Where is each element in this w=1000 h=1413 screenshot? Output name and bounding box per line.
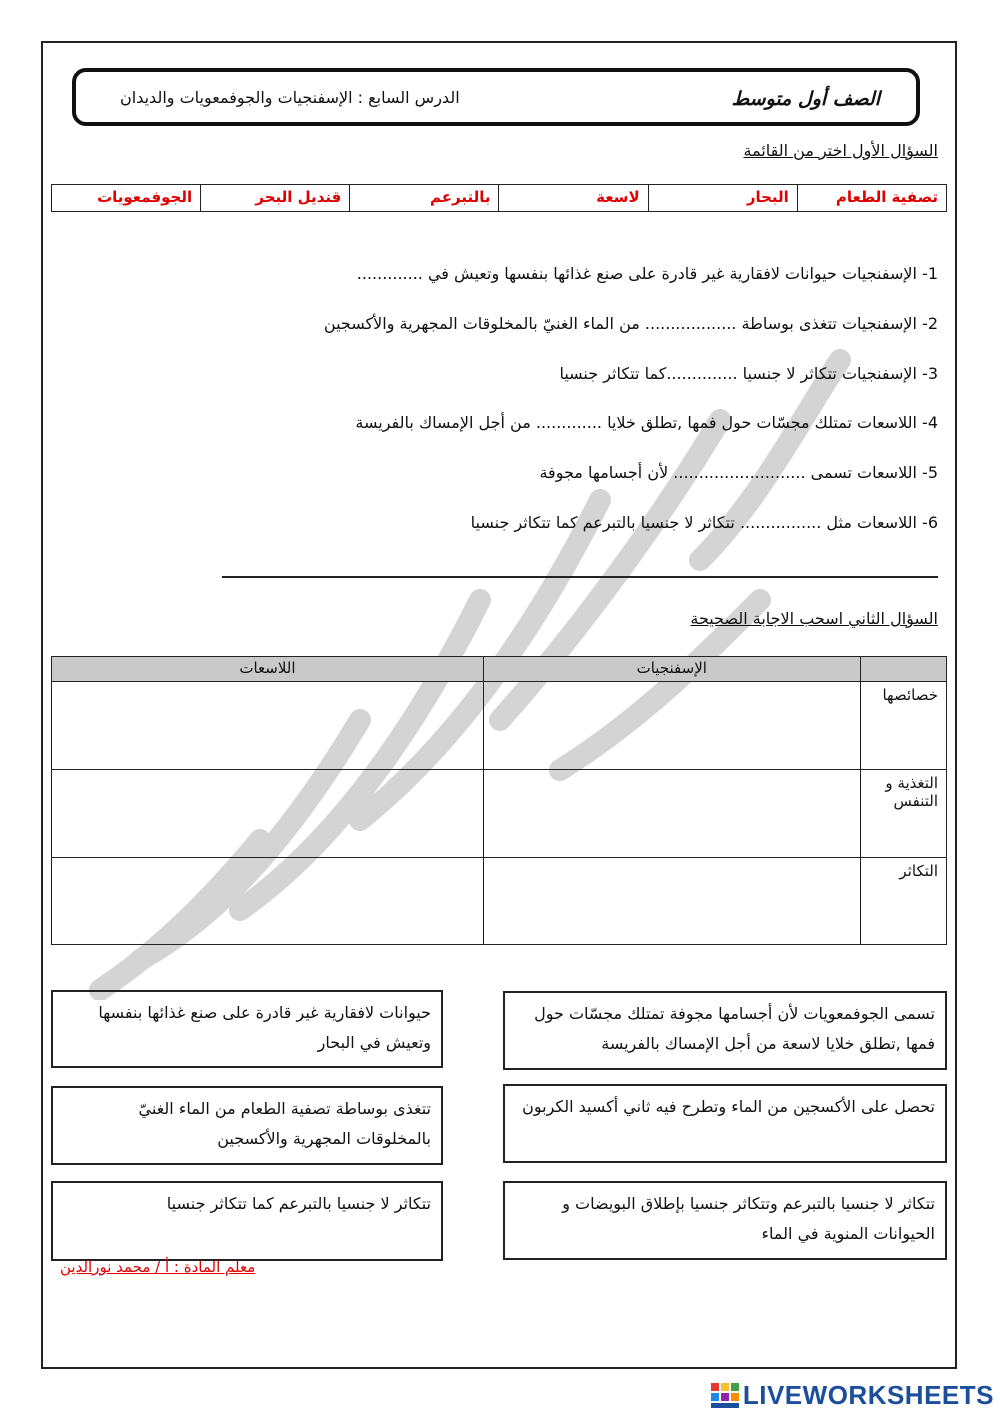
drag-card[interactable]: تحصل على الأكسجين من الماء وتطرح فيه ثاني أكسيد الكربون [503, 1084, 947, 1163]
word-bank-item[interactable]: تصفية الطعام [797, 185, 946, 211]
word-bank-item[interactable]: بالتبرعم [349, 185, 498, 211]
drag-card[interactable]: تتكاثر لا جنسيا بالتبرعم كما تتكاثر جنسيا [51, 1181, 443, 1261]
drag-card[interactable]: تسمى الجوفمعويات لأن أجسامها مجوفة تمتلك مجسّات حول فمها ,تطلق خلايا لاسعة من أجل الإمساك بالفريسة [503, 991, 947, 1070]
header-cnidarians: اللاسعات [52, 657, 484, 682]
drop-zone-cnidarians-nutrition[interactable] [52, 770, 484, 858]
word-bank-item[interactable]: لاسعة [498, 185, 647, 211]
lesson-title: الدرس السابع : الإسفنجيات والجوفمعويات والديدان [120, 88, 460, 107]
drop-zone-cnidarians-characteristics[interactable] [52, 682, 484, 770]
liveworksheets-logo[interactable] [711, 1380, 994, 1411]
drag-card[interactable]: حيوانات لافقارية غير قادرة على صنع غذائها بنفسها وتعيش في البحار [51, 990, 443, 1068]
drop-zone-sponges-reproduction[interactable] [483, 858, 860, 945]
sentence-3[interactable]: 3- الإسفنجيات تتكاثر لا جنسيا ..............كما تتكاثر جنسيا [559, 364, 938, 383]
header-sponges: الإسفنجيات [483, 657, 860, 682]
drag-card[interactable]: تتكاثر لا جنسيا بالتبرعم وتتكاثر جنسيا بإطلاق البويضات و الحيوانات المنوية في الماء [503, 1181, 947, 1260]
word-bank-item[interactable]: البحار [648, 185, 797, 211]
word-bank-item[interactable]: قنديل البحر [200, 185, 349, 211]
sentence-1[interactable]: 1- الإسفنجيات حيوانات لافقارية غير قادرة على صنع غذائها بنفسها وتعيش في ............. [356, 264, 938, 283]
brand-text: LIVEWORKSHEETS [742, 1380, 994, 1410]
grade-title: الصف أول متوسط [731, 88, 880, 110]
row-label-characteristics: خصائصها [860, 682, 946, 770]
sentence-4[interactable]: 4- اللاسعات تمتلك مجسّات حول فمها ,تطلق خلايا ............. من أجل الإمساك بالفريسة [355, 413, 938, 432]
sentence-5[interactable]: 5- اللاسعات تسمى .......................... لأن أجسامها مجوفة [539, 463, 938, 482]
question-1-title: السؤال الأول اختر من القائمة [743, 141, 938, 160]
sentence-2[interactable]: 2- الإسفنجيات تتغذى بوساطة .................. من الماء الغنيّ بالمخلوقات المجهرية والأكسجين [323, 314, 938, 333]
row-label-nutrition: التغذية و التنفس [860, 770, 946, 858]
teacher-name: معلم المادة : أ / محمد نورالدين [60, 1258, 256, 1276]
sentence-6[interactable]: 6- اللاسعات مثل ................ تتكاثر لا جنسيا بالتبرعم كما تتكاثر جنسيا [470, 513, 938, 532]
drop-zone-sponges-nutrition[interactable] [483, 770, 860, 858]
liveworksheets-icon [711, 1383, 739, 1409]
word-bank-item[interactable]: الجوفمعويات [97, 188, 193, 206]
comparison-table [51, 656, 947, 945]
drag-card[interactable]: تتغذى بوساطة تصفية الطعام من الماء الغنيّ بالمخلوقات المجهرية والأكسجين [51, 1086, 443, 1165]
section-divider [222, 576, 938, 578]
row-label-reproduction: التكاثر [860, 858, 946, 945]
word-bank [51, 184, 947, 212]
drop-zone-cnidarians-reproduction[interactable] [52, 858, 484, 945]
question-2-title: السؤال الثاني اسحب الاجابة الصحيحة [690, 609, 938, 628]
drop-zone-sponges-characteristics[interactable] [483, 682, 860, 770]
header-blank [860, 657, 946, 682]
